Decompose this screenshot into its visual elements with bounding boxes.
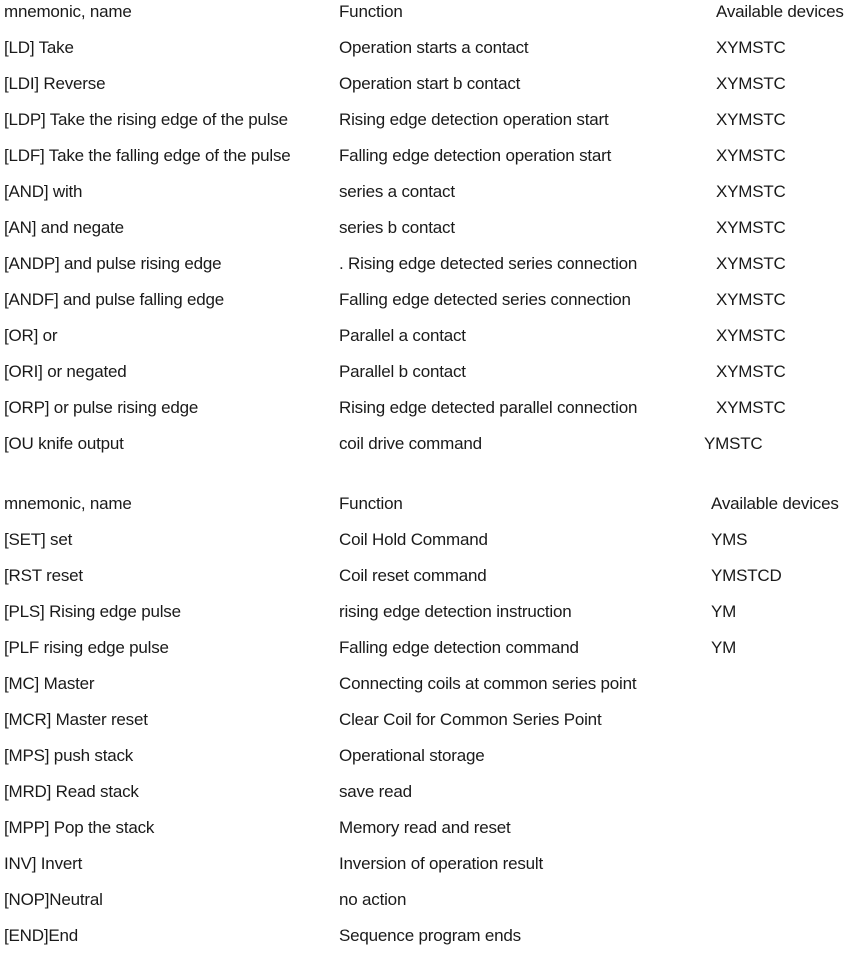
function-cell: Operation starts a contact [339, 38, 529, 57]
header-mnemonic-name: mnemonic, name [4, 494, 132, 513]
table-row [0, 432, 854, 468]
mnemonic-cell: [AN] and negate [4, 218, 124, 237]
devices-cell: XYMSTC [716, 290, 786, 309]
function-cell: Operation start b contact [339, 74, 521, 93]
devices-cell: XYMSTC [716, 74, 786, 93]
mnemonic-cell: [MPP] Pop the stack [4, 818, 155, 837]
table-row [0, 216, 854, 252]
table-header-row [0, 0, 854, 36]
devices-cell: YMSTCD [711, 566, 782, 585]
devices-cell: XYMSTC [716, 110, 786, 129]
function-cell: Clear Coil for Common Series Point [339, 710, 602, 729]
mnemonic-cell: [LDF] Take the falling edge of the pulse [4, 146, 291, 165]
table-row [0, 180, 854, 216]
mnemonic-cell: [SET] set [4, 530, 73, 549]
devices-cell: XYMSTC [716, 182, 786, 201]
table-row [0, 72, 854, 108]
header-available-devices: Available devices [711, 494, 839, 513]
function-cell: Falling edge detection operation start [339, 146, 612, 165]
mnemonic-cell: [LD] Take [4, 38, 74, 57]
mnemonic-cell: [ORI] or negated [4, 362, 127, 381]
function-cell: Parallel a contact [339, 326, 466, 345]
table-row [0, 600, 854, 636]
mnemonic-cell: [ANDF] and pulse falling edge [4, 290, 225, 309]
table-row [0, 360, 854, 396]
function-cell: series b contact [339, 218, 455, 237]
function-cell: Memory read and reset [339, 818, 511, 837]
function-cell: series a contact [339, 182, 455, 201]
table-row [0, 888, 854, 924]
table-row [0, 816, 854, 852]
table-row [0, 144, 854, 180]
devices-cell: XYMSTC [716, 398, 786, 417]
devices-cell: XYMSTC [716, 326, 786, 345]
table-row [0, 36, 854, 72]
function-cell: Connecting coils at common series point [339, 674, 637, 693]
table-row [0, 708, 854, 744]
table-row [0, 396, 854, 432]
mnemonic-cell: INV] Invert [4, 854, 83, 873]
table-row [0, 636, 854, 672]
devices-cell: YMSTC [704, 434, 763, 453]
mnemonic-cell: [MPS] push stack [4, 746, 134, 765]
table-row [0, 252, 854, 288]
mnemonic-cell: [NOP]Neutral [4, 890, 103, 909]
mnemonic-cell: [LDI] Reverse [4, 74, 106, 93]
table-row [0, 924, 854, 960]
devices-cell: XYMSTC [716, 38, 786, 57]
table-row [0, 564, 854, 600]
devices-cell: XYMSTC [716, 254, 786, 273]
mnemonic-cell: [MCR] Master reset [4, 710, 148, 729]
function-cell: Parallel b contact [339, 362, 466, 381]
header-function: Function [339, 494, 403, 513]
header-function: Function [339, 2, 403, 21]
mnemonic-cell: [LDP] Take the rising edge of the pulse [4, 110, 288, 129]
function-cell: Rising edge detected parallel connection [339, 398, 638, 417]
table-row [0, 672, 854, 708]
mnemonic-cell: [OR] or [4, 326, 58, 345]
mnemonic-cell: [END]End [4, 926, 78, 945]
function-cell: Falling edge detected series connection [339, 290, 631, 309]
function-cell: Inversion of operation result [339, 854, 543, 873]
table-header-row [0, 492, 854, 528]
function-cell: Sequence program ends [339, 926, 521, 945]
mnemonic-cell: [PLS] Rising edge pulse [4, 602, 181, 621]
devices-cell: YM [711, 602, 737, 621]
devices-cell: XYMSTC [716, 362, 786, 381]
devices-cell: YMS [711, 530, 748, 549]
function-cell: Coil Hold Command [339, 530, 488, 549]
table-row [0, 852, 854, 888]
devices-cell: XYMSTC [716, 146, 786, 165]
function-cell: Operational storage [339, 746, 485, 765]
function-cell: coil drive command [339, 434, 482, 453]
function-cell: Rising edge detection operation start [339, 110, 609, 129]
function-cell: . Rising edge detected series connection [339, 254, 638, 273]
header-mnemonic-name: mnemonic, name [4, 2, 132, 21]
table-row [0, 744, 854, 780]
mnemonic-cell: [OU knife output [4, 434, 124, 453]
header-available-devices: Available devices [716, 2, 844, 21]
table-row [0, 780, 854, 816]
mnemonic-cell: [MC] Master [4, 674, 95, 693]
function-cell: Falling edge detection command [339, 638, 579, 657]
function-cell: rising edge detection instruction [339, 602, 572, 621]
table-row [0, 324, 854, 360]
table-row [0, 528, 854, 564]
mnemonic-cell: [ORP] or pulse rising edge [4, 398, 199, 417]
mnemonic-cell: [AND] with [4, 182, 83, 201]
mnemonic-cell: [PLF rising edge pulse [4, 638, 169, 657]
table-row [0, 288, 854, 324]
function-cell: save read [339, 782, 412, 801]
function-cell: no action [339, 890, 407, 909]
mnemonic-cell: [RST reset [4, 566, 83, 585]
devices-cell: XYMSTC [716, 218, 786, 237]
devices-cell: YM [711, 638, 737, 657]
mnemonic-cell: [MRD] Read stack [4, 782, 139, 801]
table-row [0, 108, 854, 144]
function-cell: Coil reset command [339, 566, 487, 585]
mnemonic-cell: [ANDP] and pulse rising edge [4, 254, 222, 273]
